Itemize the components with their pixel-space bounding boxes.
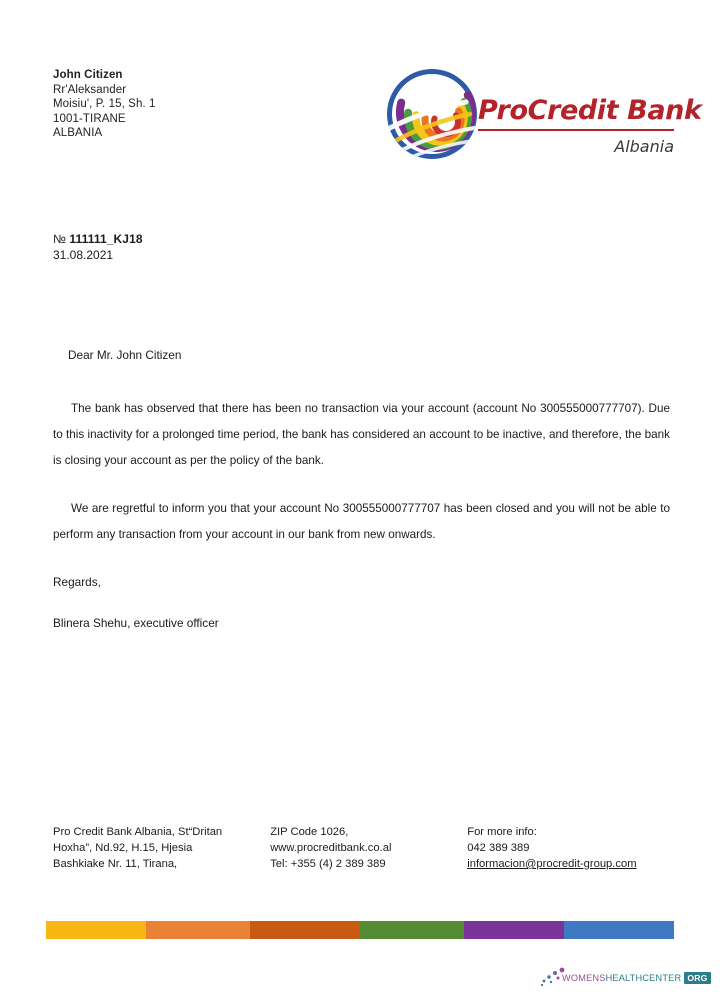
footer-more-info-label: For more info:: [467, 826, 537, 838]
bank-name-text: ProCredit Bank: [478, 95, 702, 126]
sender-postal-city: 1001-TIRANE: [53, 112, 126, 125]
sender-country: ALBANIA: [53, 127, 103, 140]
letter-header: [0, 58, 720, 188]
numero-sign: №: [53, 232, 66, 246]
signatory-name: Blinera Shehu, executive officer: [53, 616, 219, 630]
sender-street-line-2: Moisiu', P. 15, Sh. 1: [53, 98, 156, 111]
footer-zip-code: ZIP Code 1026,: [270, 826, 349, 838]
color-bar-segment-6: [564, 921, 674, 939]
footer-column-address: [53, 824, 270, 872]
footer-contact-block: [53, 824, 678, 872]
footer-address-line-3: Bashkiake Nr. 11, Tirana,: [53, 858, 178, 870]
watermark-text-part-2: HEALTHCENTER: [605, 973, 682, 983]
watermark-text: [562, 973, 711, 983]
color-bar-segment-4: [360, 921, 464, 939]
bank-logo: [380, 58, 702, 186]
watermark-text-part-1: WOMENS: [562, 973, 606, 983]
sender-street-line-1: Rr'Aleksander: [53, 83, 127, 96]
footer-address-line-2: Hoxha”, Nd.92, H.15, Hjesia: [53, 842, 193, 854]
sender-address-block: [53, 68, 156, 141]
brand-color-bar: [46, 921, 674, 939]
footer-info-phone: 042 389 389: [467, 842, 530, 854]
reference-number-value: 111111_KJ18: [69, 232, 143, 246]
bank-wordmark: [478, 95, 702, 156]
logo-divider-rule: [478, 129, 674, 131]
footer-column-web: [270, 824, 467, 872]
color-bar-segment-5: [464, 921, 564, 939]
body-paragraph-2: We are regretful to inform you that your account No 300555000777707 has been closed and you will not be able to perform any transaction from your account in our bank from new onwards.: [53, 502, 670, 541]
letter-body: [53, 396, 670, 570]
footer-address-line-1: Pro Credit Bank Albania, St“Dritan: [53, 826, 223, 838]
watermark-org-badge: ORG: [684, 972, 710, 984]
footer-telephone: Tel: +355 (4) 2 389 389: [270, 858, 386, 870]
body-paragraph-1: The bank has observed that there has been no transaction via your account (account No 300555000777707). Due to this inactivity for a prolonged time period, the bank has considered an account to be inactive, and therefore, the bank is closing your account as per the policy of the bank.: [53, 402, 670, 467]
footer-column-info: [467, 824, 678, 872]
reference-number: [53, 232, 143, 248]
salutation: Dear Mr. John Citizen: [68, 348, 182, 362]
reference-block: [53, 232, 143, 263]
bank-country-text: Albania: [614, 136, 674, 156]
footer-email-link[interactable]: informacion@procredit-group.com: [467, 858, 637, 870]
color-bar-segment-2: [146, 921, 250, 939]
procredit-sphere-icon: [380, 62, 484, 166]
closing-block: [53, 575, 219, 631]
color-bar-segment-1: [46, 921, 146, 939]
closing-salutation: Regards,: [53, 575, 101, 589]
letter-date: 31.08.2021: [53, 247, 114, 262]
sender-name: John Citizen: [53, 69, 123, 81]
color-bar-segment-3: [250, 921, 360, 939]
footer-website[interactable]: www.procreditbank.co.al: [270, 842, 392, 854]
site-watermark: [540, 966, 708, 992]
